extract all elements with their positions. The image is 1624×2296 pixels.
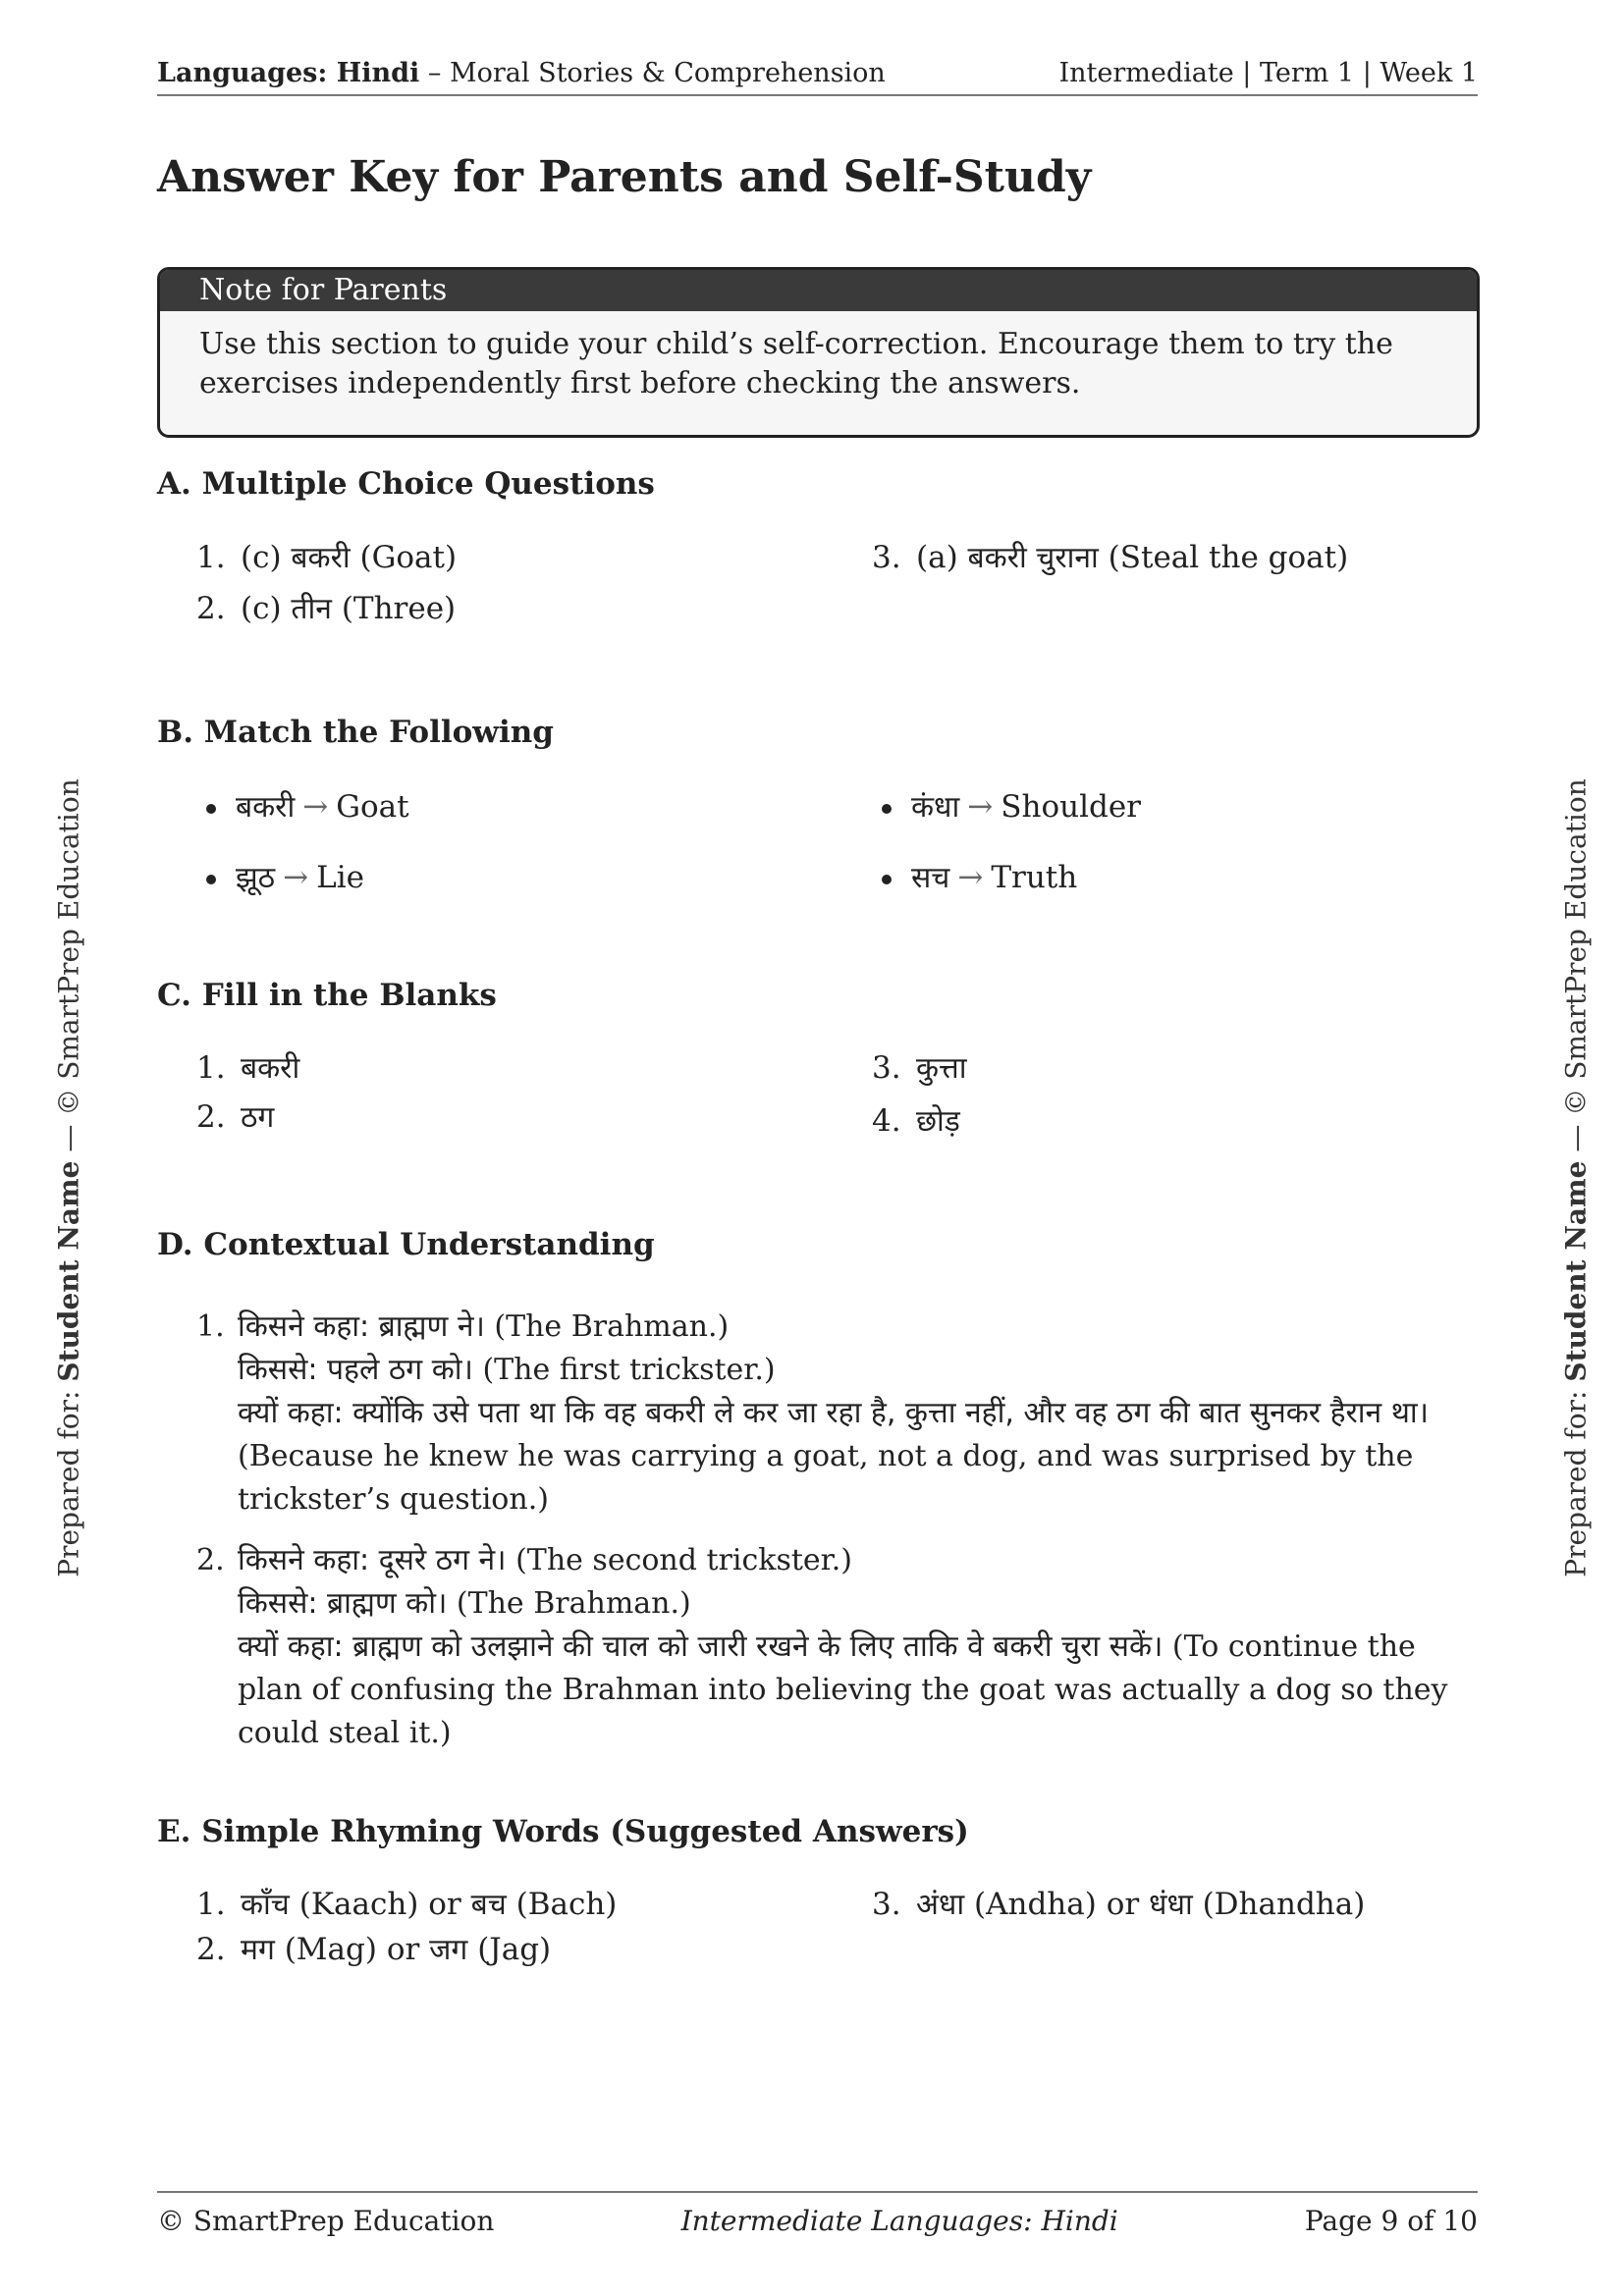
item-number: 2. (196, 1543, 225, 1577)
who-said (238, 1539, 1478, 1582)
fill-answer-4 (872, 1101, 960, 1142)
header-level: Intermediate | Term 1 | Week 1 (1058, 58, 1478, 88)
who-said (238, 1306, 1478, 1349)
match-pair-1 (206, 785, 409, 826)
transliteration: (Mag) (284, 1932, 377, 1967)
hindi-text: किसने कहा: ब्राह्मण ने। (238, 1309, 485, 1344)
page-footer (157, 2191, 1478, 2237)
student-name: Student Name (1559, 1160, 1593, 1382)
or-text: or (1106, 1887, 1140, 1922)
page-header (157, 49, 1478, 96)
section-a-heading: A. Multiple Choice Questions (157, 466, 655, 502)
hindi-text: किससे: पहले ठग को। (238, 1353, 473, 1387)
rhyme-answer-2 (196, 1930, 551, 1970)
hindi-answer: कुत्ता (916, 1051, 967, 1086)
side-prefix: Prepared for: (52, 1381, 85, 1577)
or-text: or (428, 1887, 461, 1922)
hindi-word: धंधा (1149, 1888, 1193, 1922)
hindi-text: क्यों कहा: क्योंकि उसे पता था कि वह बकरी ले कर जा रहा है, कुत्ता नहीं, और वह ठग की बात सुनकर हैरान था। (238, 1396, 1430, 1430)
english-gloss: (Three) (341, 591, 457, 626)
note-heading: Note for Parents (160, 270, 1477, 311)
hindi-word: काँच (241, 1888, 290, 1922)
transliteration: (Kaach) (298, 1887, 419, 1922)
arrow-icon: → (957, 860, 984, 895)
hindi-answer: बकरी चुराना (967, 541, 1099, 575)
header-subject-rest: – Moral Stories & Comprehension (419, 58, 886, 88)
english-word: Goat (336, 789, 409, 825)
option-letter: (a) (916, 540, 958, 575)
side-prefix: Prepared for: (1559, 1381, 1593, 1577)
side-suffix: — © SmartPrep Education (1559, 778, 1593, 1161)
context-answer-2 (196, 1539, 1478, 1755)
transliteration: (Andha) (974, 1887, 1097, 1922)
item-number: 2. (196, 591, 226, 626)
why-said (238, 1626, 1478, 1755)
item-number: 3. (872, 1887, 901, 1922)
hindi-answer: ठग (241, 1100, 275, 1135)
english-word: Lie (316, 860, 364, 895)
rhyme-answer-1 (196, 1885, 617, 1925)
hindi-word: बच (470, 1888, 507, 1922)
said-to (238, 1582, 1478, 1626)
option-letter: (c) (241, 591, 282, 626)
hindi-word: सच (911, 861, 950, 895)
side-label-left (53, 778, 85, 1577)
fill-answer-3 (872, 1048, 967, 1089)
mcq-answer-2 (196, 589, 456, 629)
english-gloss: (Goat) (359, 540, 458, 575)
hindi-answer: तीन (291, 592, 332, 626)
header-subject-bold: Languages: Hindi (157, 58, 420, 88)
or-text: or (386, 1932, 420, 1967)
english-gloss: (The second trickster.) (506, 1543, 852, 1577)
item-number: 3. (872, 1050, 901, 1086)
transliteration: (Jag) (477, 1932, 552, 1967)
arrow-icon: → (283, 860, 309, 895)
transliteration: (Dhandha) (1202, 1887, 1366, 1922)
mcq-answer-3 (872, 538, 1348, 578)
hindi-answer: बकरी (241, 1051, 300, 1086)
hindi-word: कंधा (911, 790, 960, 825)
hindi-answer: छोड़ (916, 1104, 960, 1139)
bullet-icon (882, 804, 892, 814)
footer-copyright: © SmartPrep Education (157, 2205, 495, 2237)
hindi-word: मग (241, 1933, 275, 1967)
hindi-text: किससे: ब्राह्मण को। (238, 1586, 448, 1621)
arrow-icon: → (302, 789, 329, 825)
student-name: Student Name (52, 1160, 85, 1382)
fill-answer-1 (196, 1048, 299, 1089)
english-gloss: (The first trickster.) (472, 1353, 776, 1387)
bullet-icon (882, 875, 892, 884)
arrow-icon: → (967, 789, 994, 825)
item-number: 2. (196, 1932, 226, 1967)
english-gloss: (The Brahman.) (447, 1586, 691, 1621)
note-box (157, 267, 1480, 438)
hindi-word: बकरी (236, 790, 296, 825)
side-label-right (1560, 778, 1593, 1577)
english-word: Shoulder (1001, 789, 1142, 825)
item-number: 1. (196, 1887, 226, 1922)
rhyme-answer-3 (872, 1885, 1365, 1925)
english-word: Truth (991, 860, 1078, 895)
match-pair-3 (882, 785, 1141, 826)
section-e-heading: E. Simple Rhyming Words (Suggested Answers) (157, 1814, 969, 1849)
item-number: 2. (196, 1099, 226, 1135)
hindi-text: किसने कहा: दूसरे ठग ने। (238, 1543, 507, 1577)
context-answer-1 (196, 1306, 1478, 1522)
item-number: 1. (196, 540, 226, 575)
hindi-word: अंधा (916, 1888, 965, 1922)
mcq-answer-1 (196, 538, 457, 578)
section-c-heading: C. Fill in the Blanks (157, 978, 497, 1013)
hindi-word: जग (429, 1933, 468, 1967)
hindi-word: झूठ (236, 861, 276, 895)
footer-course: Intermediate Languages: Hindi (680, 2205, 1118, 2237)
transliteration: (Bach) (515, 1887, 618, 1922)
section-b-heading: B. Match the Following (157, 715, 554, 750)
hindi-answer: बकरी (291, 541, 351, 575)
english-gloss: (The Brahman.) (484, 1309, 730, 1344)
why-said (238, 1392, 1478, 1522)
item-number: 1. (196, 1050, 226, 1086)
item-number: 4. (872, 1103, 901, 1139)
option-letter: (c) (241, 540, 282, 575)
item-number: 3. (872, 540, 901, 575)
side-suffix: — © SmartPrep Education (52, 778, 85, 1161)
header-subject (157, 58, 886, 88)
match-pair-4 (882, 856, 1077, 896)
bullet-icon (206, 804, 216, 814)
page-number: Page 9 of 10 (1304, 2205, 1478, 2237)
match-pair-2 (206, 856, 364, 896)
english-gloss: (To continue the plan of confusing the Brahman into believing the goat was actually a dog so they could steal it.) (238, 1629, 1448, 1750)
english-gloss: (Steal the goat) (1108, 540, 1349, 575)
page-title: Answer Key for Parents and Self-Study (157, 152, 1092, 202)
bullet-icon (206, 875, 216, 884)
note-body: Use this section to guide your child’s self-correction. Encourage them to try the exercises independently first before checking the answers. (199, 327, 1393, 400)
hindi-text: क्यों कहा: ब्राह्मण को उलझाने की चाल को जारी रखने के लिए ताकि वे बकरी चुरा सकें। (238, 1629, 1164, 1664)
item-number: 1. (196, 1309, 225, 1344)
section-d-heading: D. Contextual Understanding (157, 1227, 655, 1262)
fill-answer-2 (196, 1097, 274, 1138)
said-to (238, 1349, 1478, 1392)
english-gloss: (Because he knew he was carrying a goat, not a dog, and was surprised by the trickster’s question.) (238, 1439, 1414, 1517)
